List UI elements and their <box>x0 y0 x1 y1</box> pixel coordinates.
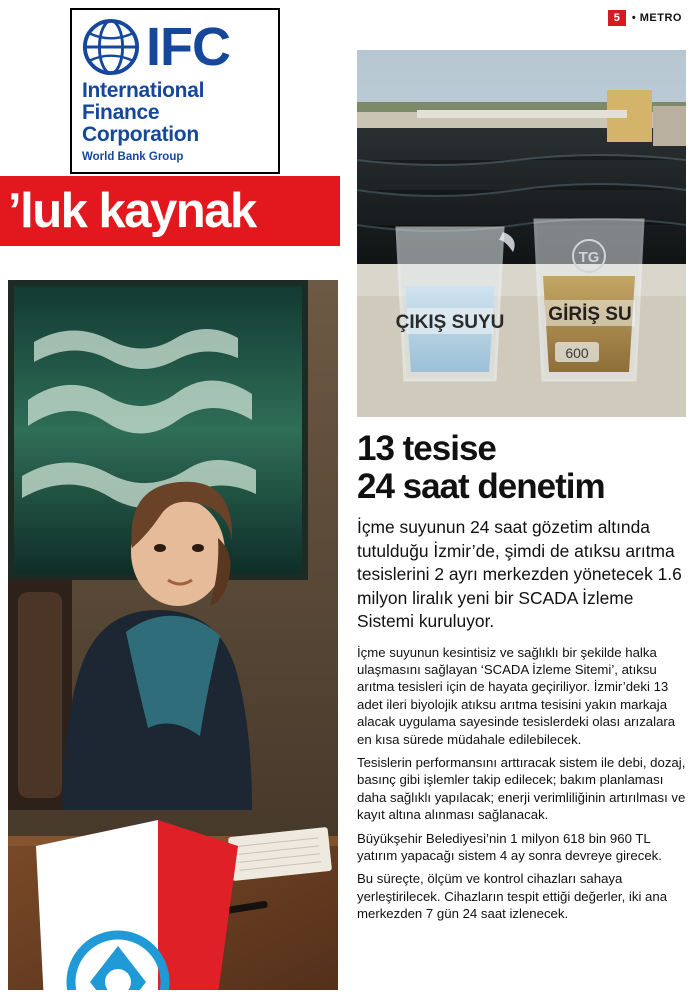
ifc-name-line-1: International <box>82 79 205 102</box>
svg-text:TG: TG <box>578 249 600 266</box>
article-lede: İçme suyunun 24 saat gözetim altında tutulduğu İzmir’de, şimdi de atıksu arıtma tesislerini 2 ayrı merkezden yönetecek 1.6 milyon liralık yeni bir SCADA İzleme Sistemi kuruluyor. <box>357 517 682 631</box>
ifc-logo-block <box>70 8 280 174</box>
headline-line-2: 24 saat denetim <box>357 467 605 506</box>
svg-text:GİRİŞ SU: GİRİŞ SU <box>548 304 632 325</box>
article-paragraph: Bu süreçte, ölçüm ve kontrol cihazları sahaya yerleştirilecek. Cihazların tespit ettiği değerler, iki ana merkezden 7 gün 24 saat izlenecek. <box>357 871 668 922</box>
ifc-name-line-3: Corporation <box>82 123 199 146</box>
ifc-name-line-2: Finance <box>82 101 160 124</box>
article-paragraph: Büyükşehir Belediyesi’nin 1 milyon 618 bin 960 TL yatırım yapacağı sistem 4 ay sonra devreye girecek. <box>357 830 662 863</box>
ifc-letters: IFC <box>146 17 230 77</box>
ifc-subtitle: World Bank Group <box>82 151 184 163</box>
article-column <box>357 430 686 929</box>
article-paragraph: İçme suyunun kesintisiz ve sağlıklı bir şekilde halka ulaşmasını sağlayan ‘SCADA İzleme Sitemi’, atıksu arıtma tesisleri için de hayata geçiriliyor. İzmir’deki 13 adet ileri biyolojik atıksu arıtma tesisini yakın markaja alacak uygulama sayesinde tesislerdeki olası arızalara en kısa sürede müdahale edilebilecek. <box>357 644 676 747</box>
page-number: 5 <box>608 10 626 26</box>
page-header-badge <box>608 10 682 26</box>
article-headline <box>357 430 686 506</box>
banner-headline: ’luk kaynak <box>8 184 256 238</box>
globe-icon <box>82 18 140 76</box>
ifc-logo-top <box>82 18 268 76</box>
photo-beakers <box>357 50 686 417</box>
photo-woman-with-flag <box>8 280 338 990</box>
red-banner <box>0 176 340 246</box>
article-body <box>357 644 686 923</box>
section-label: • METRO <box>631 12 682 24</box>
svg-text:600: 600 <box>565 345 589 361</box>
headline-line-1: 13 tesise <box>357 429 496 468</box>
article-paragraph: Tesislerin performansını arttıracak sistem ile debi, dozaj, basınç gibi işlemler takip edilecek; bakım planlaması daha sağlıklı yapılacak; enerji verimliliğinin artırılması ve kayıt altına alınması sağlanacak. <box>357 754 686 823</box>
svg-text:ÇIKIŞ SUYU: ÇIKIŞ SUYU <box>395 312 505 333</box>
